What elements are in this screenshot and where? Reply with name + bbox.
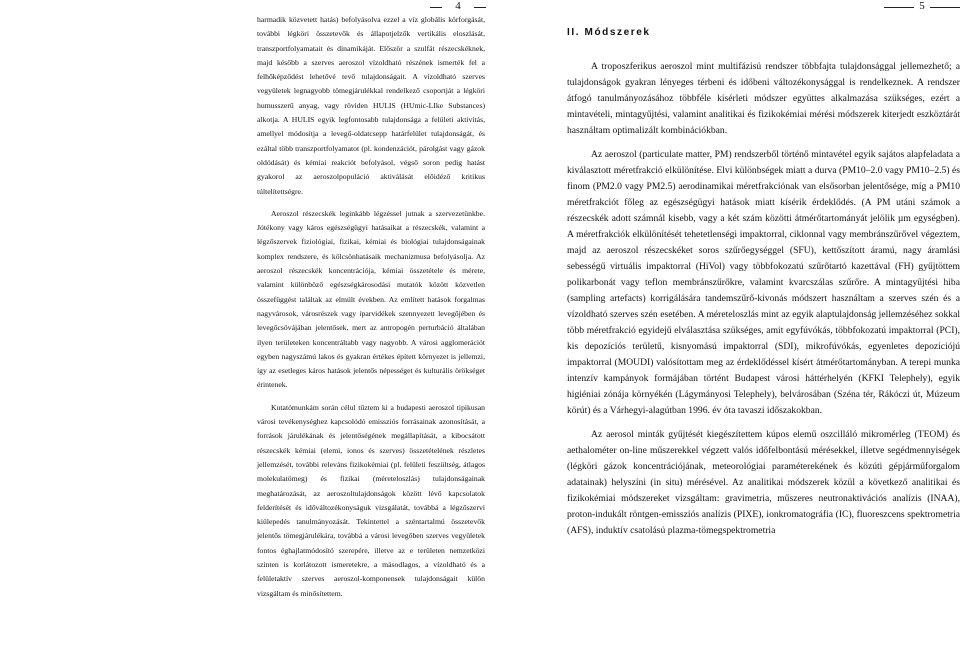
section-heading: II. Módszerek xyxy=(567,27,651,38)
left-paragraph-2: Aeroszol részecskék leginkább légzéssel jutnak a szervezetünkbe. Jótékony vagy káros egészségügyi hatásaikat a részecskék, valamint a légzőszervek fiziológiai, fizikai, kémiai és biológiai tulajdonságainak komplex rendszere, és kölcsönhatásaik mechanizmusa befolyásolja. Az aeroszol részecskék koncentrációja, kémiai összetétele és mérete, valamint különböző egészségkárosodási mutatók között közvetlen összefüggést találtak az elmúlt években. Az említett hatások forgalmas nagyvárosok, városrészek vagy iparvidékek szennyezett levegőjében és levegőcsövájában jelentősek, mert az antropogén perturbáció általában ilyen területeken koncentráltabb vagy nagyobb. A városi agglomerációt egyben nagyszámú lakos és gyakran értékes épített környezet is jellemzi, így az esetleges káros hatások jelentős népességet és kulturális örökséget érintenek. xyxy=(257,208,485,390)
left-text-column xyxy=(257,13,485,601)
page-number-left: 4 xyxy=(455,0,461,12)
page-number-right-rule-right xyxy=(930,7,960,8)
left-paragraph-3: Kutatómunkám során célul tűztem ki a budapesti aeroszol tipikusan városi tevékenységhez kapcsolódó emissziós forrásainak azonosítását, a források járulékának és jelentőségének megállapítását, a kibocsátott részecskék kémiai (elemi, ionos és szerves) összetételének részletes jellemzését, további releváns fizikokémiai (pl. felületi feszültség, átlagos molekulatömeg) és fizikai (méreteloszlás) tulajdonságainak meghatározását, az aeroszoltulajdonságok között lévő kapcsolatok felderítését és időváltozékonyságuk vizsgálatát, továbbá a légzőszervi kiülepedés tanulmányozását. Tekintettel a széntartalmú összetevők jelentős tömegjárulékára, továbbá a városi levegőben szerves vegyületek fontos éghajlatmódosító szerepére, illetve az e területen nemzetközi szinten is korlátozott ismeretekre, a másodlagos, a vízoldható és a felületaktív szerves aeroszol-komponensek tulajdonságait külön vizsgáltam és minősítettem. xyxy=(257,402,485,598)
page-number-right: 5 xyxy=(919,0,925,12)
left-paragraph-1: harmadik közvetett hatás) befolyásolva ezzel a víz globális körforgását, további légköri összetevők és állapotjelzők vertikális eloszlását, transzportfolyamatait és dinamikáját. Először a szulfát részecskéknek, majd később a szerves aeroszol vízoldható részének ismerték fel a felhőképződést lehetővé tevő tulajdonságait. A vízoldható szerves vegyületek legnagyobb tömegjárulékkal rendelkező csoportját a légköri humusszerű anyag, vagy röviden HULIS (HUmic-LIke Substances) alkotja. A HULIS egyik legfontosabb tulajdonsága a felületi aktivitás, amellyel módosítja a levegő-oldatcsepp határfelület tulajdonságát, és ezáltal több transzportfolyamatot (pl. kondenzációt, párolgást vagy gázok oldódását) és kémiai reakciót befolyásol, végső soron pedig hatást gyakorol az aeroszolpopuláció aktiválását előidéző kritikus túltelítettségre. xyxy=(257,15,485,196)
right-paragraph-2: Az aeroszol (particulate matter, PM) rendszerből történő mintavétel egyik sajátos alapfeladata a kiválasztott méretfrakció elkülönítése. Elvi különbségek miatt a durva (PM10–2.0 vagy PM10–2.5) és finom (PM2.0 vagy PM2.5) aerodinamikai méretfrakciónak van elsősorban jelentősége, míg a PM10 méretfrakciót főleg az egészségügyi hatások miatt kísérik érdeklődés. (A PM utáni számok a részecskék adott számnál kisebb, vagy a két szám közötti átmérőtartományát jelölik µm egységben). A méretfrakciók elkülönítését tehetetlenségi impaktorral, ciklonnal vagy membránszűrővel végeztem, majd az aeroszol részecskéket soros szűrőegységgel (SFU), kettőszított áramú, nagy áramlási sebességű virtuális impaktorral (HiVol) vagy többfokozatú szűrőtartó kazettával (FH) gyűjtöttem polikarbonát vagy teflon membránszűrőkre, valamint kvarcszálas szűrőre. A mintagyűjtési hiba (sampling artefacts) korrigálására tandemszűrő-kivonás módszert használtam a szerves szén és a vízoldható szerves szén esetében. A méreteloszlás mint az egyik alaptulajdonság jellemzéséhez sokkal több méretfrakció egyidejű elválasztása szükséges, amit egyfúvókás, többfokozatú impaktorral (PCI), kis depozíciós területű, kisnyomású impaktorral (SDI), mikrofúvókás, egyenletes depozíciójú impaktorral (MOUDI) valósítottam meg az érdeklődéssel kísért átmérőtartományban. A terepi munka intenzív kampányok formájában történt Budapest városi háttérhelyén (KFKI Telephely), egyik higiéniai zónája környékén (Lágymányosi Telephely), belvárosában (Széna tér, Rákóczi út, Múzeum körút) és a Várhegyi-alagútban 1996. év óta tavaszi időszakokban. xyxy=(567,149,960,416)
right-paragraph-3: Az aerosol minták gyűjtését kiegészítettem kúpos elemű oszcilláló mikromérleg (TEOM) és aethalométer on-line műszerekkel végzett valós időfelbontású mérésekkel, illetve segédmennyiségek (légköri gázok koncentrációjának, meteorológiai paraméterekének és közúti gépjárműforgalom adatainak) helyszíni (in situ) mérésével. Az analitikai módszerek közül a következő analitikai és fizikokémiai módszereket vizsgáltam: gravimetria, műszeres neutronaktivációs analízis (INAA), proton-indukált röntgen-emissziós analízis (PIXE), ionkromatográfia (IC), fluoreszcens spektrometria (AFS), induktív csatolású plazma-tömegspektrometria xyxy=(567,429,960,536)
right-text-column xyxy=(567,13,960,539)
right-paragraph-1: A troposzferikus aeroszol mint multifázisú rendszer többfajta tulajdonsággal jellemezhető; a tulajdonságok gyakran lényeges térbeni és időbeni változékonysággal is rendelkeznek. A rendszer átfogó tanulmányozásához többféle kísérleti módszer együttes alkalmazása szükséges, ezért a mintavételi, mintagyűjtési, valamint analitikai és fizikokémiai mérési módszerek kiterjedt eszköztárát használtam optimalizált kombinációkban. xyxy=(567,61,960,136)
page-number-left-rule-right xyxy=(474,7,486,8)
